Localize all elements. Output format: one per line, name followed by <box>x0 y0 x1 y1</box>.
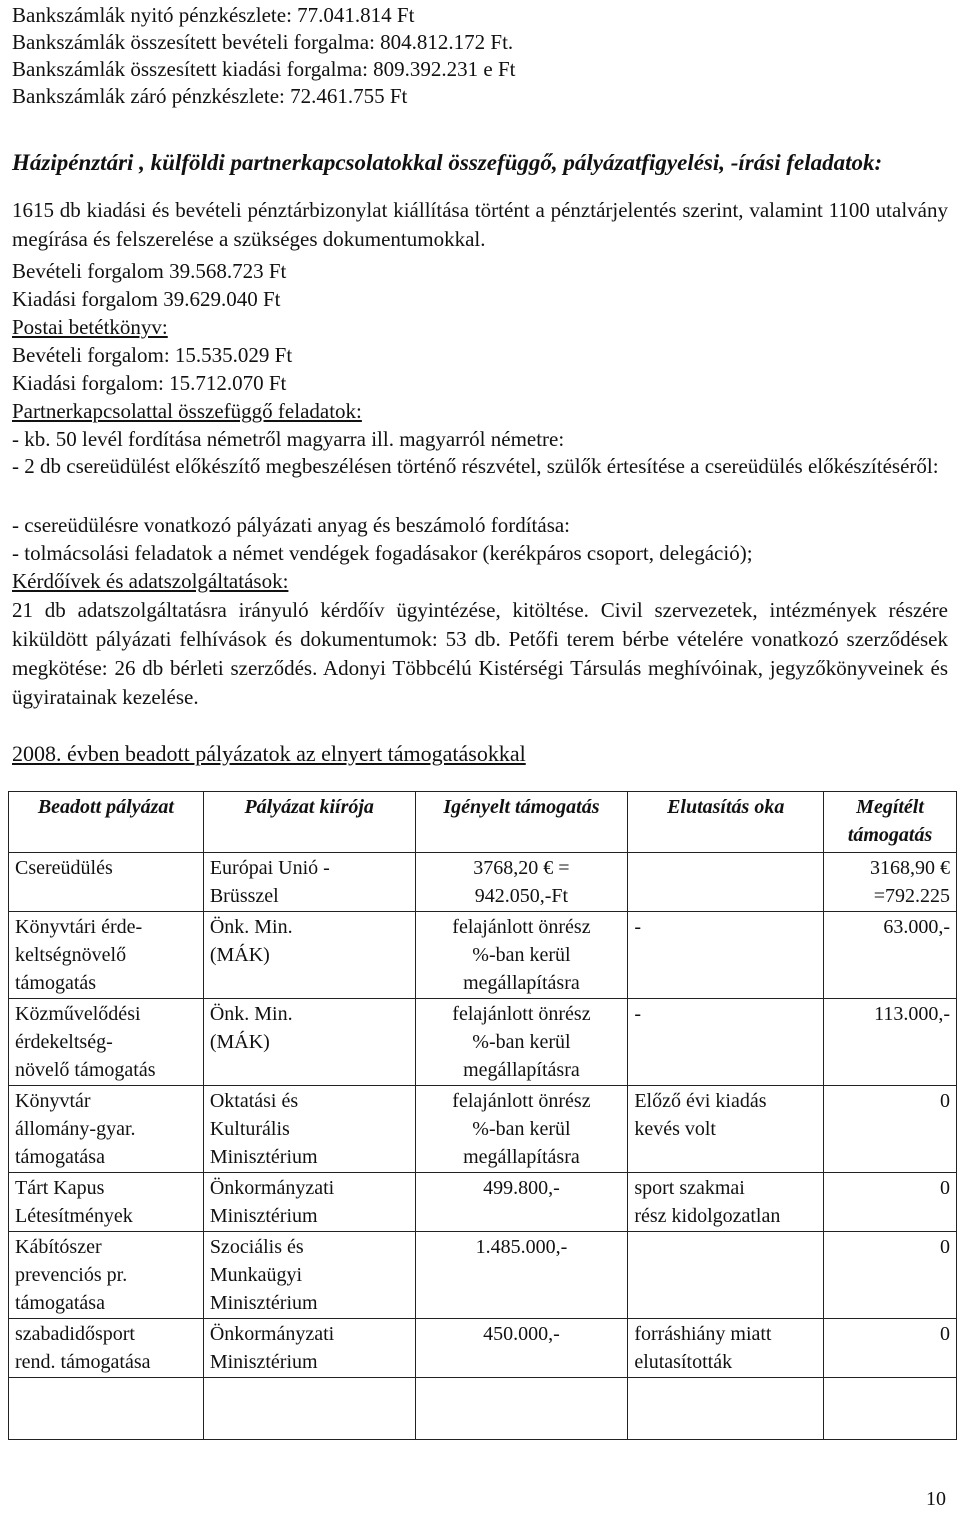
cell-awarded <box>824 1378 957 1440</box>
cell-issuer: Önkormányzati Minisztérium <box>203 1173 415 1232</box>
cell-awarded: 0 <box>824 1232 957 1319</box>
cell-requested: felajánlott önrész %-ban kerül megállapításra <box>415 999 628 1086</box>
cell-requested: felajánlott önrész %-ban kerül megállapításra <box>415 1086 628 1173</box>
bank-total-expense: Bankszámlák összesített kiadási forgalma: 809.392.231 e Ft <box>12 57 516 81</box>
cell-awarded: 0 <box>824 1173 957 1232</box>
cash-income: Bevételi forgalom 39.568.723 Ft <box>12 259 287 283</box>
cell-rejection-reason: Előző évi kiadás kevés volt <box>628 1086 824 1173</box>
partner-item-meetings: - 2 db csereüdülést előkészítő megbeszélésen történő részvétel, szülők értesítése a csereüdülés előkészítéséről: <box>12 454 939 478</box>
partner-item-translation: - csereüdülésre vonatkozó pályázati anyag és beszámoló fordítása: <box>12 513 571 537</box>
cell-issuer: Önk. Min. (MÁK) <box>203 999 415 1086</box>
cell-requested: 450.000,- <box>415 1319 628 1378</box>
cell-submitted: Csereüdülés <box>9 853 204 912</box>
table-row <box>9 853 957 912</box>
header-issuer: Pályázat kiírója <box>203 792 415 853</box>
partner-title: Partnerkapcsolattal összefüggő feladatok: <box>12 399 362 423</box>
table-row <box>9 1232 957 1319</box>
bank-opening-balance: Bankszámlák nyitó pénzkészlete: 77.041.814 Ft <box>12 3 415 27</box>
cell-issuer: Szociális és Munkaügyi Minisztérium <box>203 1232 415 1319</box>
postal-expense: Kiadási forgalom: 15.712.070 Ft <box>12 371 287 395</box>
cell-submitted: Kábítószer prevenciós pr. támogatása <box>9 1232 204 1319</box>
header-rejection-reason: Elutasítás oka <box>628 792 824 853</box>
cell-requested <box>415 1378 628 1440</box>
bank-closing-balance: Bankszámlák záró pénzkészlete: 72.461.755 Ft <box>12 84 408 108</box>
survey-paragraph: 21 db adatszolgáltatásra irányuló kérdőív ügyintézése, kitöltése. Civil szervezetek, intézmények részére kiküldött pályázati felhívások és dokumentumok: 53 db. Petőfi terem bérbe vételére vonatkozó szerződések megkötése: 26 db bérleti szerződés. Adonyi Többcélú Kistérségi Társulás meghívóinak, jegyzőkönyveinek és ügyiratainak kezelése. <box>12 598 948 709</box>
cell-submitted: Könyvtár állomány-gyar. támogatása <box>9 1086 204 1173</box>
cell-submitted: Könyvtári érde- keltségnövelő támogatás <box>9 912 204 999</box>
cell-issuer: Önk. Min. (MÁK) <box>203 912 415 999</box>
cell-submitted <box>9 1378 204 1440</box>
cell-submitted: Tárt Kapus Létesítmények <box>9 1173 204 1232</box>
cell-rejection-reason: forráshiány miatt elutasították <box>628 1319 824 1378</box>
partner-item-interpreting: - tolmácsolási feladatok a német vendégek fogadásakor (kerékpáros csoport, delegáció); <box>12 541 753 565</box>
cell-issuer: Európai Unió - Brüsszel <box>203 853 415 912</box>
grants-table <box>8 791 957 1440</box>
cell-submitted: Közművelődési érdekeltség- növelő támogatás <box>9 999 204 1086</box>
table-header-row <box>9 792 957 853</box>
partner-item-letters: - kb. 50 levél fordítása németről magyarra ill. magyarról németre: <box>12 427 565 451</box>
survey-title: Kérdőívek és adatszolgáltatások: <box>12 569 289 593</box>
cell-requested: felajánlott önrész %-ban kerül megállapításra <box>415 912 628 999</box>
cell-requested: 499.800,- <box>415 1173 628 1232</box>
cell-rejection-reason: - <box>628 912 824 999</box>
table-row <box>9 1319 957 1378</box>
cell-issuer: Oktatási és Kulturális Minisztérium <box>203 1086 415 1173</box>
cell-awarded: 3168,90 € =792.225 <box>824 853 957 912</box>
header-requested: Igényelt támogatás <box>415 792 628 853</box>
cell-rejection-reason <box>628 1378 824 1440</box>
section-heading: Házipénztári , külföldi partnerkapcsolatokkal összefüggő, pályázatfigyelési, -írási feladatok: <box>12 150 883 175</box>
table-row-empty <box>9 1378 957 1440</box>
table-row <box>9 1086 957 1173</box>
cell-awarded: 63.000,- <box>824 912 957 999</box>
bank-total-income: Bankszámlák összesített bevételi forgalma: 804.812.172 Ft. <box>12 30 514 54</box>
cell-awarded: 0 <box>824 1086 957 1173</box>
cell-rejection-reason: sport szakmai rész kidolgozatlan <box>628 1173 824 1232</box>
table-row <box>9 1173 957 1232</box>
postal-title: Postai betétkönyv: <box>12 315 168 339</box>
cell-requested: 3768,20 € = 942.050,-Ft <box>415 853 628 912</box>
table-title: 2008. évben beadott pályázatok az elnyert támogatásokkal <box>12 741 526 766</box>
header-awarded: Megítélt támogatás <box>824 792 957 853</box>
cell-issuer <box>203 1378 415 1440</box>
cell-rejection-reason <box>628 853 824 912</box>
cell-issuer: Önkormányzati Minisztérium <box>203 1319 415 1378</box>
table-row <box>9 912 957 999</box>
cell-awarded: 0 <box>824 1319 957 1378</box>
cash-paragraph: 1615 db kiadási és bevételi pénztárbizonylat kiállítása történt a pénztárjelentés szerint, valamint 1100 utalvány megírása és felszerelése a szükséges dokumentumokkal. <box>12 198 948 251</box>
cell-awarded: 113.000,- <box>824 999 957 1086</box>
cell-submitted: szabadidősport rend. támogatása <box>9 1319 204 1378</box>
cell-requested: 1.485.000,- <box>415 1232 628 1319</box>
cell-rejection-reason <box>628 1232 824 1319</box>
cell-rejection-reason: - <box>628 999 824 1086</box>
cash-expense: Kiadási forgalom 39.629.040 Ft <box>12 287 281 311</box>
page-number: 10 <box>926 1488 946 1510</box>
postal-income: Bevételi forgalom: 15.535.029 Ft <box>12 343 293 367</box>
header-submitted: Beadott pályázat <box>9 792 204 853</box>
table-row <box>9 999 957 1086</box>
